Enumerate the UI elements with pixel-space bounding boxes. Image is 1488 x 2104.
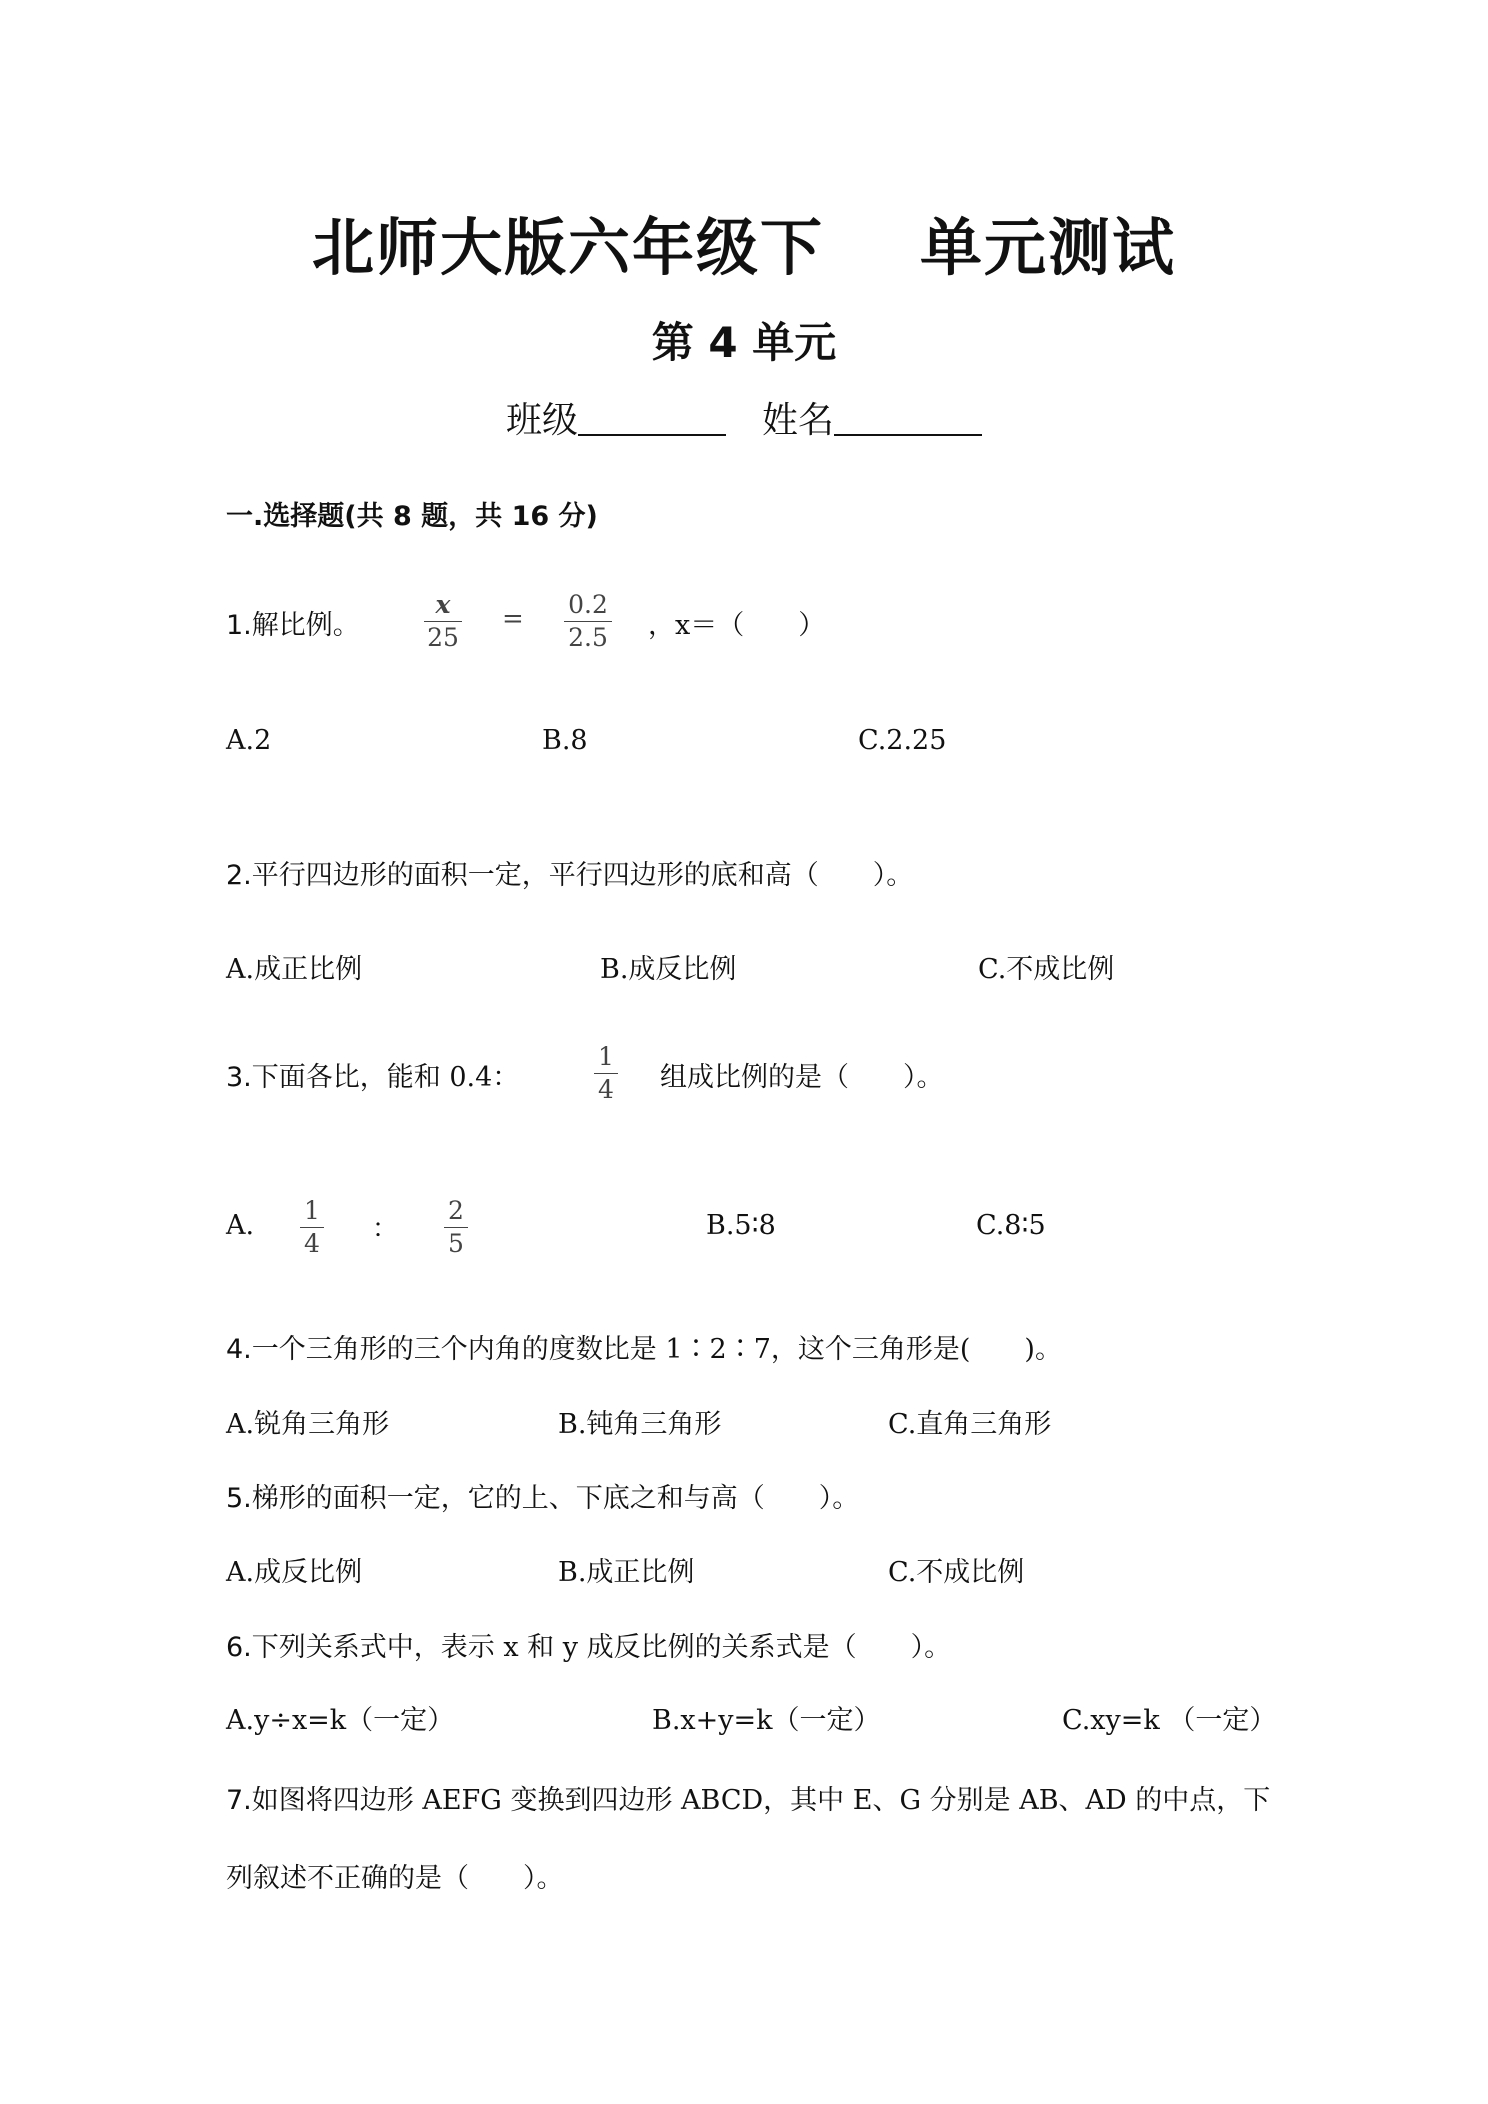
option-b[interactable]: B.5∶8	[706, 1210, 776, 1241]
fraction-bar	[594, 1073, 618, 1074]
fraction-0.2-over-2.5	[564, 590, 612, 653]
question-text: 平行四边形的面积一定，平行四边形的底和高（ ）。	[251, 860, 914, 891]
option-b[interactable]: B.x+y=k（一定）	[652, 1705, 881, 1736]
question-text-tail: ，x＝（ ）	[648, 610, 826, 641]
question-7-continued: 列叙述不正确的是（ ）。	[226, 1863, 564, 1894]
page-title	[0, 198, 1488, 287]
fraction-denominator: 5	[448, 1229, 464, 1258]
fraction-denominator: 4	[598, 1075, 614, 1104]
option-a[interactable]: A.2	[226, 725, 272, 756]
fraction-denominator: 25	[427, 623, 459, 652]
question-text: 梯形的面积一定，它的上、下底之和与高（ ）。	[251, 1483, 860, 1514]
question-4	[226, 1327, 1062, 1366]
fraction-numerator: 2	[448, 1196, 464, 1225]
option-b[interactable]: B.成反比例	[600, 954, 737, 985]
question-3	[226, 1055, 519, 1094]
student-info	[0, 392, 1488, 443]
option-c[interactable]: C.8∶5	[976, 1210, 1046, 1241]
fraction-bar	[300, 1227, 324, 1228]
section-heading: 一.选择题(共 8 题，共 16 分)	[226, 501, 598, 532]
question-text: 下面各比，能和 0.4：	[251, 1062, 520, 1093]
title-part-grade: 北师大版六年级下	[311, 211, 824, 284]
option-a[interactable]: A.y÷x=k（一定）	[226, 1705, 455, 1736]
question-number: 7.	[226, 1785, 252, 1816]
question-1	[226, 603, 360, 642]
question-text-tail: 组成比例的是（ ）。	[660, 1062, 944, 1093]
option-a[interactable]: A.锐角三角形	[226, 1409, 390, 1440]
fraction-bar	[564, 621, 612, 622]
fraction-x-over-25	[424, 590, 462, 653]
option-b[interactable]: B.成正比例	[558, 1557, 695, 1588]
fraction-numerator: 1	[598, 1042, 614, 1071]
option-a[interactable]: A.成正比例	[226, 954, 363, 985]
question-6	[226, 1625, 951, 1664]
option-c[interactable]: C.直角三角形	[888, 1409, 1052, 1440]
option-b[interactable]: B.钝角三角形	[558, 1409, 722, 1440]
fraction-denominator: 4	[304, 1229, 320, 1258]
fraction-numerator: 0.2	[568, 590, 608, 619]
question-text: 解比例。	[251, 610, 360, 641]
option-c[interactable]: C.不成比例	[978, 954, 1115, 985]
equals-sign: =	[502, 604, 524, 634]
question-7	[226, 1778, 1270, 1817]
title-part-test: 单元测试	[920, 211, 1177, 284]
fraction-2-over-5	[444, 1196, 468, 1259]
question-text: 如图将四边形 AEFG 变换到四边形 ABCD，其中 E、G 分别是 AB、AD 的中点，下	[251, 1785, 1271, 1816]
fraction-bar	[444, 1227, 468, 1228]
option-c[interactable]: C.不成比例	[888, 1557, 1025, 1588]
class-blank[interactable]	[578, 398, 726, 436]
fraction-bar	[424, 621, 462, 622]
class-label: 班级	[505, 400, 578, 441]
question-number: 6.	[226, 1632, 252, 1663]
name-blank[interactable]	[834, 398, 982, 436]
fraction-numerator: x	[435, 590, 451, 619]
question-number: 1.	[226, 610, 252, 641]
option-a[interactable]: A.	[226, 1210, 255, 1241]
question-number: 4.	[226, 1334, 252, 1365]
ratio-colon: ：	[372, 1214, 399, 1244]
fraction-1-over-4	[594, 1042, 618, 1105]
name-label: 姓名	[762, 400, 835, 441]
unit-subtitle: 第 4 单元	[651, 318, 837, 367]
fraction-denominator: 2.5	[568, 623, 608, 652]
question-text: 下列关系式中，表示 x 和 y 成反比例的关系式是（ ）。	[251, 1632, 952, 1663]
question-5	[226, 1476, 859, 1515]
question-number: 2.	[226, 860, 252, 891]
option-b[interactable]: B.8	[542, 725, 588, 756]
fraction-numerator: 1	[304, 1196, 320, 1225]
question-text: 一个三角形的三个内角的度数比是 1∶2∶7，这个三角形是( )。	[251, 1334, 1062, 1365]
fraction-1-over-4	[300, 1196, 324, 1259]
question-2	[226, 853, 913, 892]
question-number: 5.	[226, 1483, 252, 1514]
option-c[interactable]: C.xy=k （一定）	[1062, 1705, 1277, 1736]
option-c[interactable]: C.2.25	[858, 725, 947, 756]
question-number: 3.	[226, 1062, 252, 1093]
option-a[interactable]: A.成反比例	[226, 1557, 363, 1588]
